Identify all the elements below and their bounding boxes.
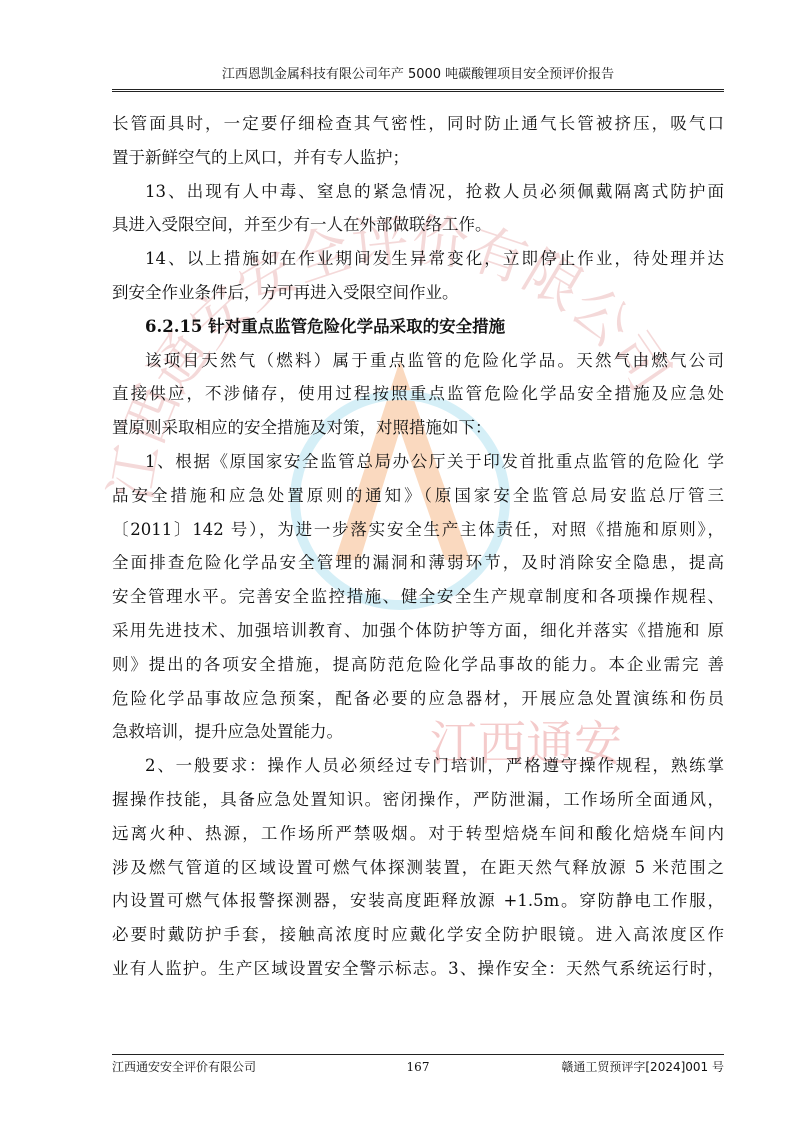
body-line: 危险化学品事故应急预案，配备必要的应急器材，开展应急处置演练和伤员 [112, 688, 724, 708]
body-line: 长管面具时，一定要仔细检查其气密性，同时防止通气长管被挤压，吸气口 [112, 114, 724, 133]
page-header-title: 江西恩凯金属科技有限公司年产 5000 吨碳酸锂项目安全预评价报告 [221, 67, 615, 82]
section-heading: 6.2.15 针对重点监管危险化学品采取的安全措施 [145, 316, 506, 336]
document-body [112, 107, 724, 986]
header-rule [112, 89, 724, 90]
body-line: 涉及燃气管道的区域设置可燃气体探测装置，在距天然气释放源 5 米范围之 [112, 857, 724, 877]
body-line: 〔2011〕142 号），为进一步落实安全生产主体责任，对照《措施和原则》， [112, 519, 724, 539]
watermark-stamp-text: 江西通安 [430, 716, 623, 772]
body-line: 该项目天然气（燃料）属于重点监管的危险化学品。天然气由燃气公司 [145, 350, 724, 370]
header-rule-secondary [112, 91, 724, 92]
footer-rule [112, 1054, 724, 1055]
body-line: 2、一般要求：操作人员必须经过专门培训，严格遵守操作规程，熟练掌 [145, 756, 724, 776]
body-line: 则》提出的各项安全措施，提高防范危险化学品事故的能力。本企业需完 善 [112, 654, 724, 674]
body-line: 内设置可燃气体报警探测器，安装高度距释放源 +1.5m。穿防静电工作服， [112, 891, 724, 911]
body-line: 全面排查危险化学品安全管理的漏洞和薄弱环节，及时消除安全隐患，提高 [112, 553, 724, 573]
body-line: 到安全作业条件后，方可再进入受限空间作业。 [112, 282, 459, 302]
body-line: 置于新鲜空气的上风口，并有专人监护； [112, 147, 409, 167]
page-number: 167 [406, 1060, 430, 1074]
watermark-arc-text: 江西通安安全评价有限公司 [98, 207, 683, 506]
body-line: 急救培训，提升应急处置能力。 [112, 722, 343, 742]
footer-company: 江西通安安全评价有限公司 [112, 1060, 257, 1074]
body-line: 置原则采取相应的安全措施及对策，对照措施如下： [112, 418, 492, 438]
body-line: 安全管理水平。完善安全监控措施、健全安全生产规章制度和各项操作规程、 [112, 587, 724, 607]
body-line: 必要时戴防护手套，接触高浓度时应戴化学安全防护眼镜。进入高浓度区作 [112, 925, 724, 945]
body-line: 13、出现有人中毒、窒息的紧急情况，抢救人员必须佩戴隔离式防护面 [145, 181, 724, 201]
body-line: 品安全措施和应急处置原则的通知》（原国家安全监管总局安监总厅管三 [112, 485, 724, 505]
body-line: 采用先进技术、加强培训教育、加强个体防护等方面，细化并落实《措施和 原 [112, 620, 724, 640]
body-line: 具进入受限空间，并至少有一人在外部做联络工作。 [112, 215, 492, 235]
body-line: 远离火种、热源，工作场所严禁吸烟。对于转型焙烧车间和酸化焙烧车间内 [112, 823, 724, 843]
body-line: 14、以上措施如在作业期间发生异常变化，立即停止作业，待处理并达 [145, 249, 724, 269]
body-line: 握操作技能，具备应急处置知识。密闭操作，严防泄漏，工作场所全面通风， [112, 789, 724, 809]
body-line: 业有人监护。生产区域设置安全警示标志。3、操作安全：天然气系统运行时， [112, 958, 724, 978]
body-line: 直接供应，不涉储存，使用过程按照重点监管危险化学品安全措施及应急处 [112, 384, 724, 404]
body-line: 1、根据《原国家安全监管总局办公厅关于印发首批重点监管的危险化 学 [145, 451, 724, 471]
footer-doc-number: 赣通工贸预评字[2024]001 号 [561, 1060, 724, 1074]
